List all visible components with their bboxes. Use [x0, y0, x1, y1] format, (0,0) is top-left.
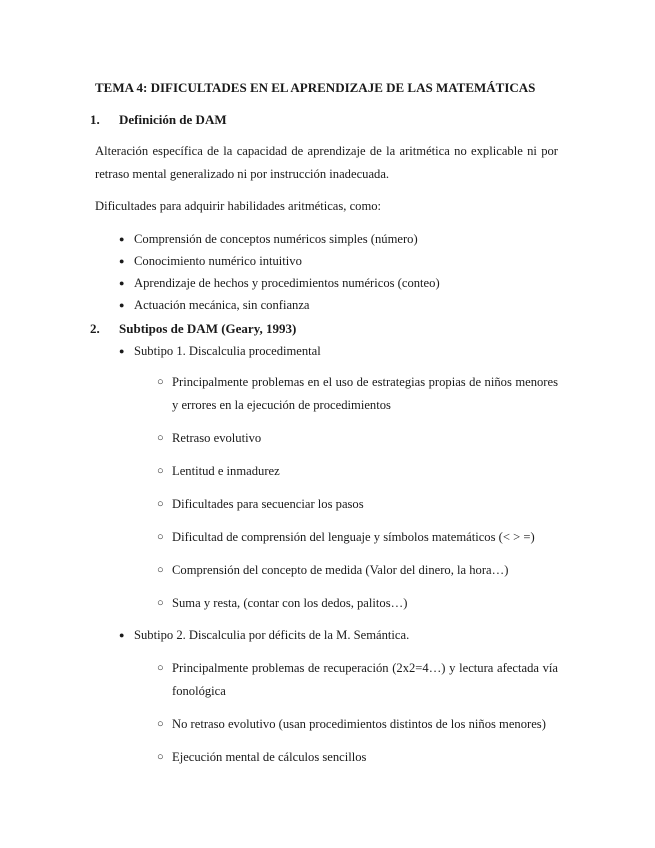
circle-bullet-icon: ○: [157, 662, 164, 674]
section1-heading: Definición de DAM: [119, 112, 227, 127]
circle-bullet-icon: ○: [157, 751, 164, 763]
section1-paragraph-2: Dificultades para adquirir habilidades aritméticas, como:: [95, 199, 382, 213]
bullet-icon: ●: [119, 234, 125, 244]
bullet-icon: ●: [119, 346, 125, 356]
section1-paragraph-1: Alteración específica de la capacidad de aprendizaje de la aritmética no explicable ni por retraso mental generalizado ni por instrucción inadecuada.: [95, 144, 558, 181]
section2-heading: Subtipos de DAM (Geary, 1993): [119, 321, 297, 336]
bullet-icon: ●: [119, 278, 125, 288]
circle-bullet-icon: ○: [157, 498, 164, 510]
circle-bullet-icon: ○: [157, 465, 164, 477]
circle-bullet-icon: ○: [157, 718, 164, 730]
document-page: TEMA 4: DIFICULTADES EN EL APRENDIZAJE DE LAS MATEMÁTICAS 1. Definición de DAM Alteración específica de la capacidad de aprendizaje de la aritmética no explicable ni por retraso mental generalizado ni por instrucción inadecuada. Dificultades para adquirir habilidades aritméticas, como: ● Comprensión de conceptos numéricos simples (número) ● Conocimiento numérico intuitivo ● Aprendizaje de hechos y procedimientos numéricos (conteo) ● Actuación mecánica, sin confianza 2. Subtipos de DAM (Geary, 1993) ● Subtipo 1. Discalculia procedimental ○ Principalmente problemas en el uso de estrategias propias de niños menores y errores en la ejecución de procedimientos ○ Retraso evolutivo ○ Lentitud e inmadurez ○ Dificultades para secuenciar los pasos ○ Dificultad de comprensión del lenguaje y símbolos matemáticos (< > =) ○ Comprensión del concepto de medida (Valor del dinero, la hora…) ○ Suma y resta, (contar con los dedos, palitos…) ● Subtipo 2. Discalculia por déficits de la M. Semántica. ○ Principalmente problemas de recuperación (2x2=4…) y lectura afectada vía fonológica ○ No retraso evolutivo (usan procedimientos distintos de los niños menores) ○ Ejecución mental de cálculos sencillos: [0, 0, 655, 848]
circle-bullet-icon: ○: [157, 597, 164, 609]
bullet-icon: ●: [119, 630, 125, 640]
circle-bullet-icon: ○: [157, 432, 164, 444]
section1-number: 1.: [90, 112, 100, 127]
section2-number: 2.: [90, 321, 100, 336]
bullet-icon: ●: [119, 256, 125, 266]
circle-bullet-icon: ○: [157, 564, 164, 576]
circle-bullet-icon: ○: [157, 376, 164, 388]
circle-bullet-icon: ○: [157, 531, 164, 543]
bullet-icon: ●: [119, 300, 125, 310]
page-title: TEMA 4: DIFICULTADES EN EL APRENDIZAJE DE LAS MATEMÁTICAS: [95, 80, 536, 95]
